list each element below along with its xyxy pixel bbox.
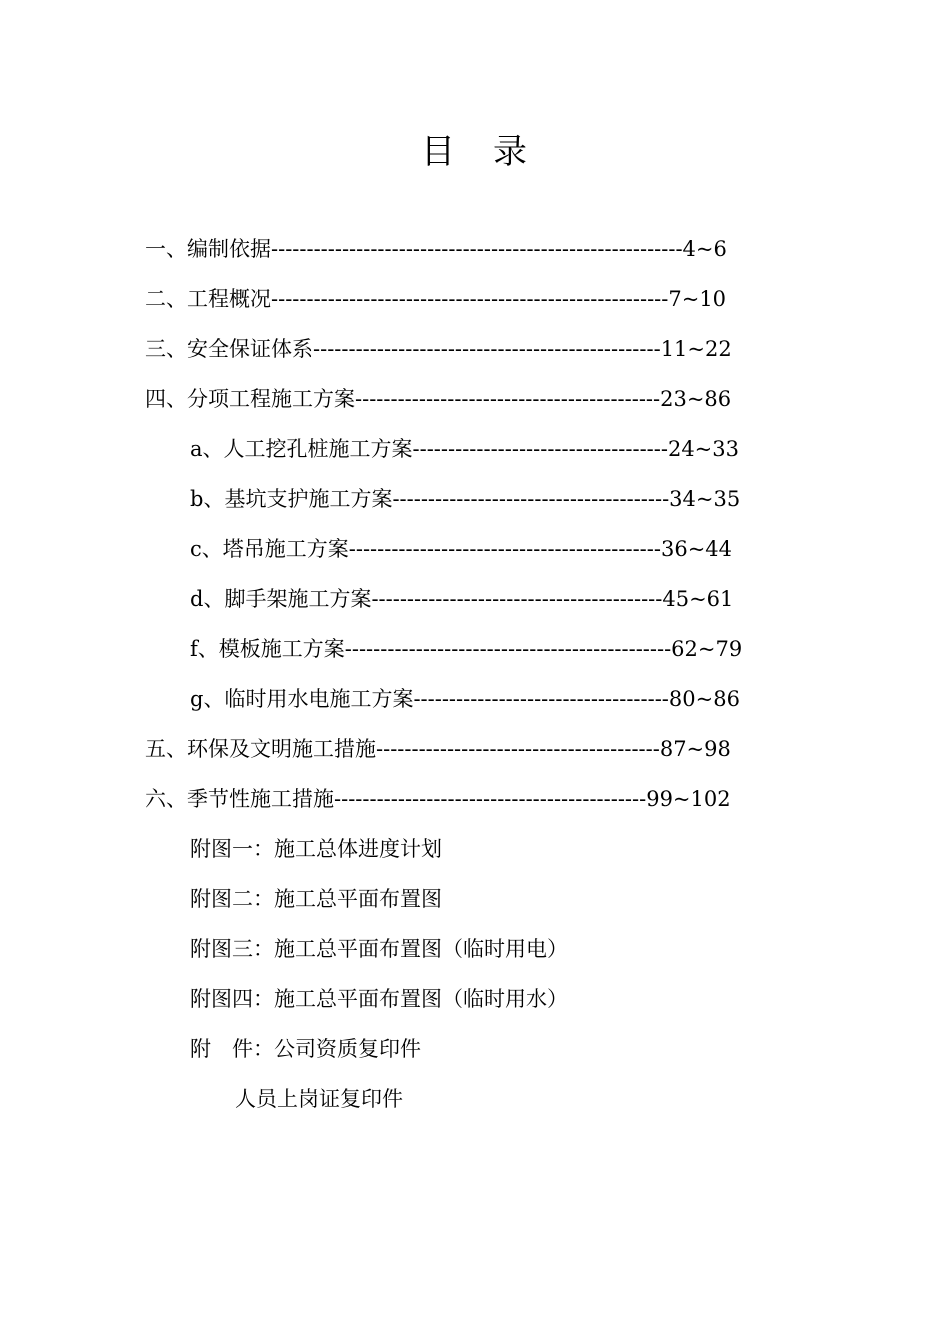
toc-entry-5[interactable]: 五、环保及文明施工措施----------------------------------------87~98 [145,737,731,761]
toc-subentry-b[interactable]: b、基坑支护施工方案---------------------------------------34~35 [190,487,741,511]
attachment-figure-4: 附图四：施工总平面布置图（临时用水） [190,987,568,1011]
toc-entry-1[interactable]: 一、编制依据----------------------------------------------------------4~6 [145,237,727,261]
toc-entry-3[interactable]: 三、安全保证体系-------------------------------------------------11~22 [145,337,732,361]
toc-subentry-f[interactable]: f、模板施工方案----------------------------------------------62~79 [190,637,743,661]
toc-entry-4[interactable]: 四、分项工程施工方案-------------------------------------------23~86 [145,387,732,411]
attachment-figure-3: 附图三：施工总平面布置图（临时用电） [190,937,568,961]
attachment-figure-2: 附图二：施工总平面布置图 [190,887,442,911]
toc-entry-2[interactable]: 二、工程概况--------------------------------------------------------7~10 [145,287,727,311]
toc-subentry-d[interactable]: d、脚手架施工方案-----------------------------------------45~61 [190,587,734,611]
attachment-figure-1: 附图一：施工总体进度计划 [190,837,442,861]
toc-subentry-a[interactable]: a、人工挖孔桩施工方案------------------------------------24~33 [190,437,740,461]
toc-subentry-g[interactable]: g、临时用水电施工方案------------------------------------80~86 [190,687,740,711]
page-title: 目 录 [421,132,529,172]
attachment-personnel-certificates: 人员上岗证复印件 [235,1087,403,1111]
attachment-documents: 附 件：公司资质复印件 [190,1037,421,1061]
toc-entry-6[interactable]: 六、季节性施工措施--------------------------------------------99~102 [145,787,731,811]
toc-subentry-c[interactable]: c、塔吊施工方案--------------------------------------------36~44 [190,537,733,561]
